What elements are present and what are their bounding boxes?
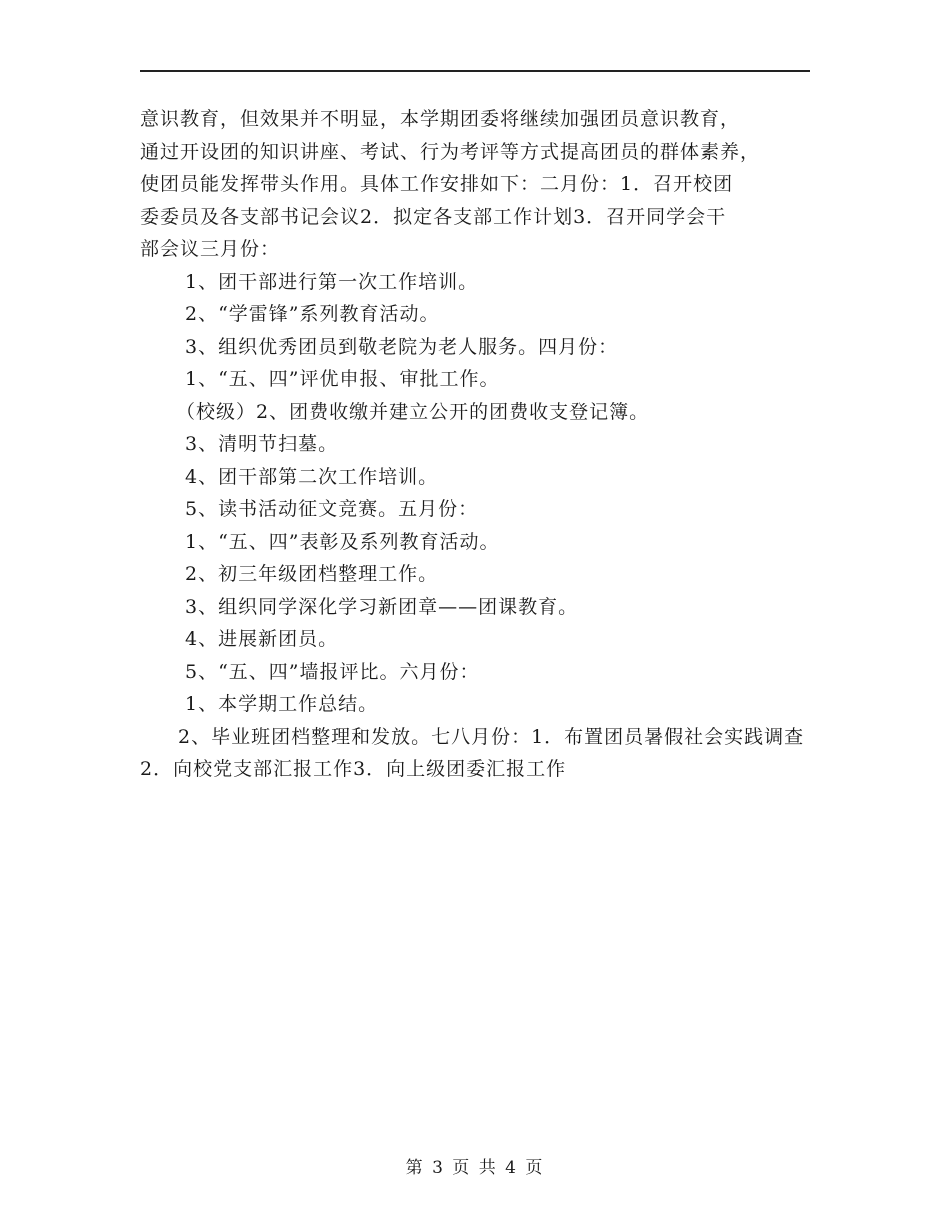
list-item: 1、团干部进行第一次工作培训。 [185, 270, 479, 293]
page-number: 第 3 页 共 4 页 [405, 1158, 545, 1178]
list-item: 1、“五、四”评优申报、审批工作。 [185, 368, 500, 390]
opening-line: 意识教育，但效果并不明显，本学期团委将继续加强团员意识教育， [140, 108, 741, 130]
document-body [140, 103, 810, 786]
list-item: 3、组织优秀团员到敬老院为老人服务。四月份： [185, 335, 619, 358]
closing-paragraph: 2、毕业班团档整理和发放。七八月份：1．布置团员暑假社会实践调查2．向校党支部汇报工作3．向上级团委汇报工作 [140, 725, 805, 780]
list-item: 1、本学期工作总结。 [185, 693, 379, 715]
list-item: 5、读书活动征文竞赛。五月份： [185, 498, 479, 520]
list-item: 5、“五、四”墙报评比。六月份： [185, 660, 480, 683]
opening-line: 部会议三月份： [140, 238, 281, 260]
header-rule [140, 70, 810, 72]
list-item: （校级）2、团费收缴并建立公开的团费收支登记簿。 [176, 400, 650, 423]
list-item: 2、“学雷锋”系列教育活动。 [185, 303, 440, 325]
list-item: 4、进展新团员。 [185, 628, 339, 650]
list-item: 2、初三年级团档整理工作。 [185, 563, 439, 585]
opening-line: 委委员及各支部书记会议2．拟定各支部工作计划3．召开同学会干 [140, 205, 727, 228]
opening-line: 通过开设团的知识讲座、考试、行为考评等方式提高团员的群体素养， [140, 140, 761, 163]
list-item: 1、“五、四”表彰及系列教育活动。 [185, 530, 500, 553]
list-item: 4、团干部第二次工作培训。 [185, 465, 439, 488]
list-item: 3、清明节扫墓。 [185, 433, 339, 455]
opening-line: 使团员能发挥带头作用。具体工作安排如下：二月份：1．召开校团 [140, 173, 734, 195]
list-item: 3、组织同学深化学习新团章——团课教育。 [185, 595, 579, 618]
